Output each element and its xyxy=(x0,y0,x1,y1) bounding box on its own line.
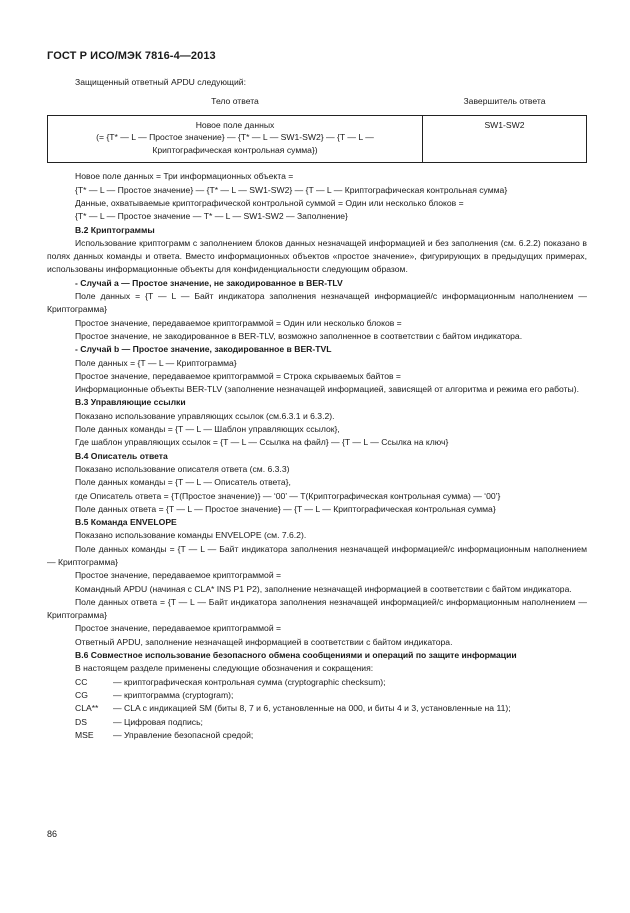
paragraph: Показано использование управляющих ссылок (см.6.3.1 и 6.3.2). xyxy=(75,410,335,421)
intro-text: Защищенный ответный APDU следующий: xyxy=(75,77,246,87)
section-heading-b4: В.4 Описатель ответа xyxy=(75,450,168,461)
table-cell-line: (= {T* — L — Простое значение} — {T* — L — SW1-SW2} — {T — L — xyxy=(96,132,374,143)
table-cell-body xyxy=(48,115,423,163)
paragraph: Простое значение, передаваемое криптограммой = Один или несколько блоков = xyxy=(75,317,402,328)
abbreviation-key: CC xyxy=(75,676,88,687)
paragraph: Простое значение, передаваемое криптограммой = xyxy=(75,570,282,581)
paragraph: {T* — L — Простое значение — T* — L — SW1-SW2 — Заполнение} xyxy=(75,211,348,222)
abbreviation-item xyxy=(47,729,587,742)
paragraph: Показано использование описателя ответа (см. 6.3.3) xyxy=(75,463,290,474)
paragraph: Поле данных команды = {T — L — Шаблон управляющих ссылок}, xyxy=(75,424,340,435)
paragraph: Использование криптограмм с заполнением блоков данных незначащей информацией и без заполнения (см. 6.2.2) показано в полях данных команды и ответа. Вместо информационных объектов «простое значение», фигурирующих в предыдущих примерах, использованы информационные объекты для конфиденциальности следующим образом. xyxy=(47,237,587,275)
section-heading-b5: В.5 Команда ENVELOPE xyxy=(75,517,177,528)
paragraph: Показано использование команды ENVELOPE (см. 7.6.2). xyxy=(75,530,307,541)
abbreviation-list xyxy=(47,676,587,742)
abbreviation-item xyxy=(47,702,587,715)
paragraph: Ответный APDU, заполнение незначащей информацией в соответствии с байтом индикатора. xyxy=(75,636,453,647)
paragraph: Командный APDU (начиная с CLA* INS P1 P2), заполнение незначащей информацией в соответствии с байтом индикатора. xyxy=(75,583,572,594)
paragraph: Поле данных = {T — L — Байт индикатора заполнения незначащей информацией/с информационным наполнением — Криптограмма} xyxy=(47,291,587,315)
abbreviation-value: — криптографическая контрольная сумма (cryptographic checksum); xyxy=(113,676,386,687)
paragraph: В настоящем разделе применены следующие обозначения и сокращения: xyxy=(75,663,374,674)
case-b-heading: - Случай b — Простое значение, закодированное в BER-TVL xyxy=(75,344,332,355)
page-number: 86 xyxy=(47,829,58,839)
paragraph: Где шаблон управляющих ссылок = {T — L — Ссылка на файл} — {T — L — Ссылка на ключ} xyxy=(75,437,449,448)
abbreviation-key: CG xyxy=(75,689,88,700)
paragraph: Поле данных команды = {T — L — Байт индикатора заполнения незначащей информацией/с информационным наполнением — Криптограмма} xyxy=(47,543,587,567)
paragraph: Простое значение, не закодированное в BER-TLV, возможно заполненное в соответствии с байтом индикатора. xyxy=(75,330,523,341)
paragraph: Поле данных = {T — L — Криптограмма} xyxy=(75,357,237,368)
section-heading-b2: В.2 Криптограммы xyxy=(75,224,155,235)
page-header: ГОСТ Р ИСО/МЭК 7816-4—2013 xyxy=(47,50,216,62)
paragraph: Простое значение, передаваемое криптограммой = xyxy=(75,623,282,634)
paragraph: {T* — L — Простое значение} — {T* — L — SW1-SW2} — {T — L — Криптографическая контрольная сумма} xyxy=(75,184,508,195)
abbreviation-value: — Управление безопасной средой; xyxy=(113,729,254,740)
case-a-heading: - Случай а — Простое значение, не закодированное в BER-TLV xyxy=(75,277,343,288)
paragraph: Данные, охватываемые криптографической контрольной суммой = Один или несколько блоков = xyxy=(75,197,464,208)
paragraph: Новое поле данных = Три информационных объекта = xyxy=(75,171,294,182)
abbreviation-key: CLA** xyxy=(75,703,99,714)
response-apdu-table xyxy=(47,95,587,163)
paragraph: Простое значение, передаваемое криптограммой = Строка скрываемых байтов = xyxy=(75,370,401,381)
table-header-body: Тело ответа xyxy=(211,96,259,107)
abbreviation-value: — CLA с индикацией SM (биты 8, 7 и 6, установленные на 000, и биты 4 и 3, установленные на 11); xyxy=(113,703,511,714)
abbreviation-item xyxy=(47,689,587,702)
paragraph: Поле данных команды = {T — L — Описатель ответа}, xyxy=(75,477,291,488)
section-heading-b6: В.6 Совместное использование безопасного обмена сообщениями и операций по защите информации xyxy=(75,650,517,661)
paragraph: Информационные объекты BER-TLV (заполнение незначащей информацией, зависящей от алгоритма и режима его работы). xyxy=(75,384,579,395)
table-header-trailer: Завершитель ответа xyxy=(463,96,546,107)
paragraph: где Описатель ответа = {T(Простое значение)} — ‘00’ — T(Криптографическая контрольная сумма) — ‘00’} xyxy=(75,490,501,501)
abbreviation-item xyxy=(47,716,587,729)
page-content xyxy=(47,76,587,742)
paragraph: Поле данных ответа = {T — L — Простое значение} — {T — L — Криптографическая контрольная сумма} xyxy=(75,503,496,514)
abbreviation-value: — криптограмма (cryptogram); xyxy=(113,689,234,700)
table-cell-line: Новое поле данных xyxy=(195,119,275,130)
table-cell-line: Криптографическая контрольная сумма}) xyxy=(152,144,318,155)
paragraph: Поле данных ответа = {T — L — Байт индикатора заполнения незначащей информацией/с информационным наполнением — Криптограмма} xyxy=(47,596,587,621)
abbreviation-key: DS xyxy=(75,716,87,727)
abbreviation-value: — Цифровая подпись; xyxy=(113,716,203,727)
abbreviation-item xyxy=(47,676,587,689)
abbreviation-key: MSE xyxy=(75,729,94,740)
table-cell-trailer: SW1-SW2 xyxy=(423,115,587,163)
section-heading-b3: В.3 Управляющие ссылки xyxy=(75,397,186,408)
